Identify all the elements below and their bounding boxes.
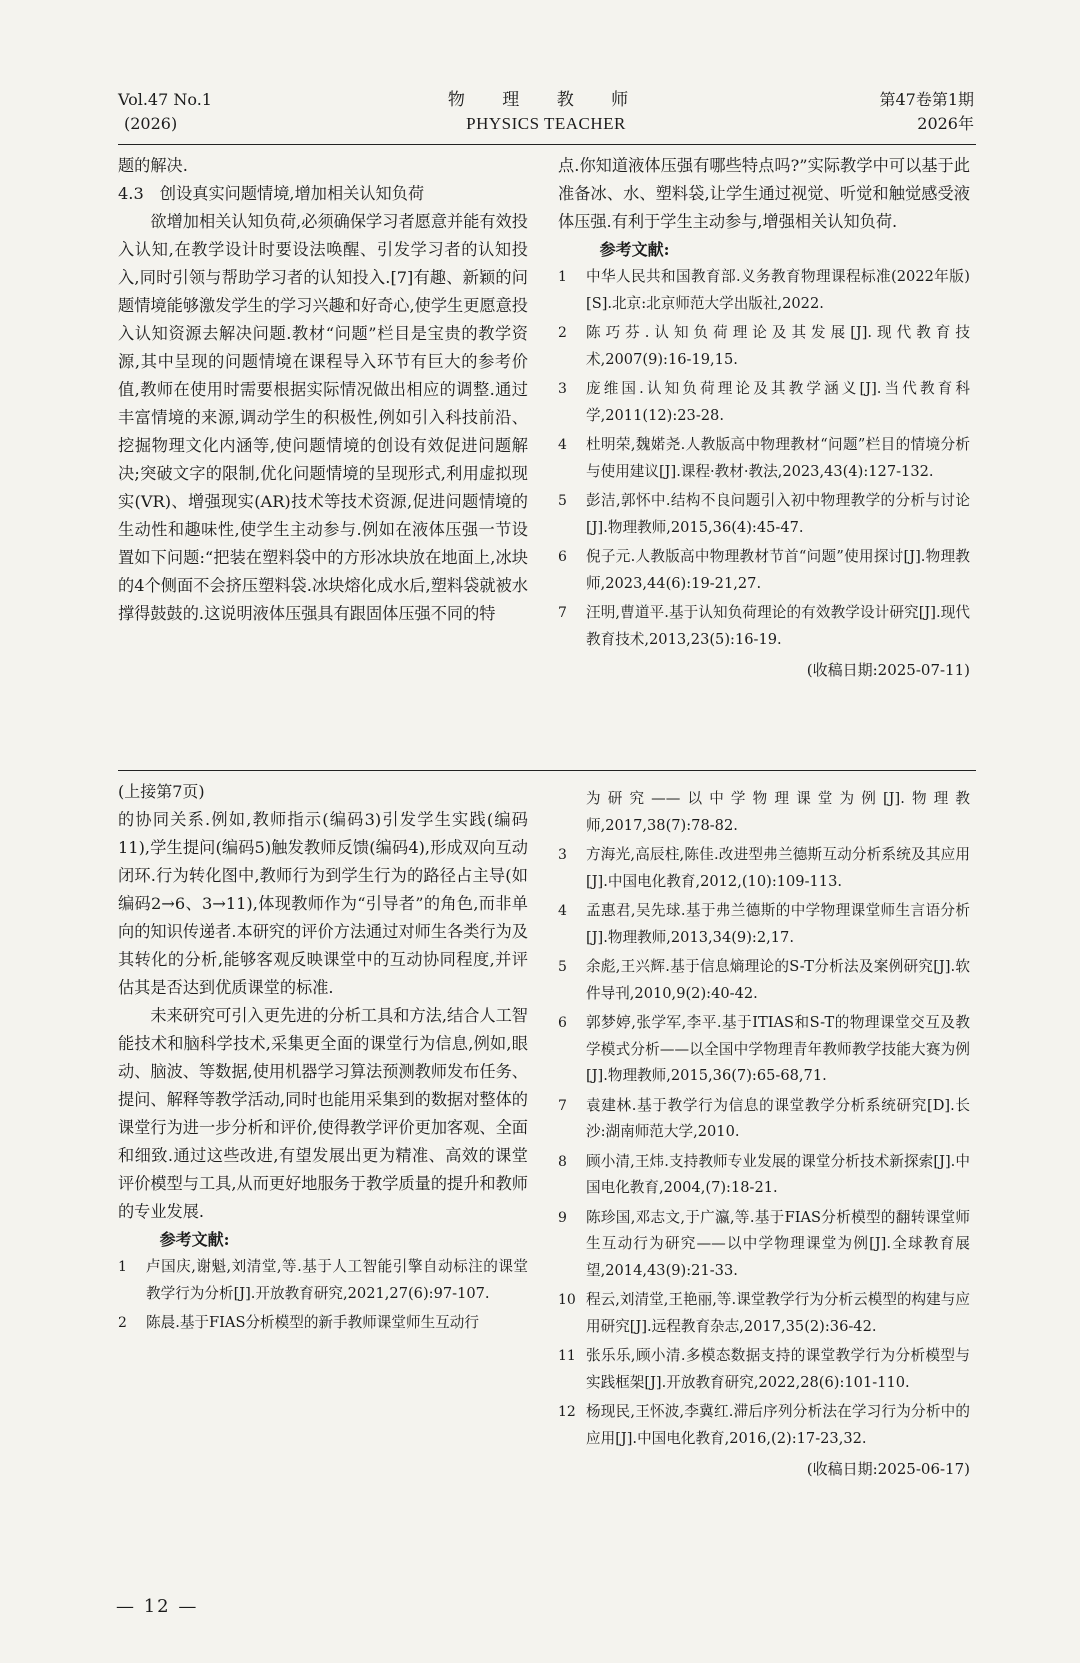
body-paragraph: 的协同关系.例如,教师指示(编码3)引发学生实践(编码11),学生提问(编码5)触发教师反馈(编码4),形成双向互动闭环.行为转化图中,教师行为到学生行为的路径占主导(如编码2→6、3→11),体现教师作为“引导者”的角色,而非单向的知识传递者.本研究的评价方法通过对师生各类行为及其转化的分析,能够客观反映课堂中的互动协同程度,并评估其是否达到优质课堂的标准. [118,810,528,997]
top-right-column [558,152,970,684]
year: (2026) [124,114,178,133]
continued-note: (上接第7页) [118,782,205,801]
reference-item: 4 杜明荣,魏婼尧.人教版高中物理教材“问题”栏目的情境分析与使用建议[J].课程·教材·教法,2023,43(4):127-132. [558,436,970,480]
journal-title-cn: 物 理 教 师 [447,90,645,110]
page-number: — 12 — [116,1596,199,1617]
references-heading: 参考文献: [599,240,670,259]
reference-item: 2 陈晨.基于FIAS分析模型的新手教师课堂师生互动行 [118,1314,479,1331]
bottom-right-column [558,786,970,1483]
body-paragraph: 未来研究可引入更先进的分析工具和方法,结合人工智能技术和脑科学技术,采集更全面的课堂行为信息,例如,眼动、脑波、等数据,使用机器学习算法预测教师发布任务、提问、解释等教学活动,同时也能用采集到的数据对整体的课堂行为进一步分析和评价,使得教学评价更加客观、全面和细致.通过这些改进,有望发展出更为精准、高效的课堂评价模型与工具,从而更好地服务于教学质量的提升和教师的专业发展. [118,1006,528,1221]
reference-continuation: 为研究——以中学物理课堂为例[J].物理教师,2017,38(7):78-82. [586,790,970,834]
reference-item: 7 袁建林.基于教学行为信息的课堂教学分析系统研究[D].长沙:湖南师范大学,2010. [558,1096,970,1140]
body-paragraph: 欲增加相关认知负荷,必须确保学习者愿意并能有效投入认知,在教学设计时要设法唤醒、引发学习者的认知投入,同时引领与帮助学习者的认知投入.[7]有趣、新颖的问题情境能够激发学生的学习兴趣和好奇心,使学生更愿意投入认知资源去解决问题.教材“问题”栏目是宝贵的教学资源,其中呈现的问题情境在课程导入环节有巨大的参考价值,教师在使用时需要根据实际情况做出相应的调整.通过丰富情境的来源,调动学生的积极性,例如引入科技前沿、挖掘物理文化内涵等,使问题情境的创设有效促进问题解决;突破文字的限制,优化问题情境的呈现形式,利用虚拟现实(VR)、增强现实(AR)技术等技术资源,促进问题情境的生动性和趣味性,使学生主动参与.例如在液体压强一节设置如下问题:“把装在塑料袋中的方形冰块放在地面上,冰块的4个侧面不会挤压塑料袋.冰块熔化成水后,塑料袋就被水撑得鼓鼓的.这说明液体压强具有跟固体压强不同的特 [118,212,528,623]
reference-item: 1 中华人民共和国教育部.义务教育物理课程标准(2022年版)[S].北京:北京师范大学出版社,2022. [558,268,970,312]
reference-item: 7 汪明,曹道平.基于认知负荷理论的有效教学设计研究[J].现代教育技术,2013,23(5):16-19. [558,604,970,648]
body-paragraph: 点.你知道液体压强有哪些特点吗?”实际教学中可以基于此准备冰、水、塑料袋,让学生通过视觉、听觉和触觉感受液体压强.有利于学生主动参与,增强相关认知负荷. [558,156,970,231]
top-left-column [118,152,528,628]
reference-item: 2 陈巧芬.认知负荷理论及其发展[J].现代教育技术,2007(9):16-19,15. [558,324,970,368]
running-header [118,88,974,140]
reference-item: 5 彭洁,郭怀中.结构不良问题引入初中物理教学的分析与讨论[J].物理教师,2015,36(4):45-47. [558,492,970,536]
reference-item: 8 顾小清,王炜.支持教师专业发展的课堂分析技术新探索[J].中国电化教育,2004,(7):18-21. [558,1152,970,1196]
year-cn: 2026年 [917,114,974,133]
bottom-left-column [118,778,528,1340]
reference-item: 4 孟惠君,吴先球.基于弗兰德斯的中学物理课堂师生言语分析[J].物理教师,2013,34(9):2,17. [558,902,970,946]
volume-issue: Vol.47 No.1 [118,90,212,109]
header-right [879,88,974,136]
references-list [558,264,970,653]
section-divider [118,770,976,771]
volume-issue-cn: 第47卷第1期 [879,90,974,109]
reference-item: 5 余彪,王兴辉.基于信息熵理论的S-T分析法及案例研究[J].软件导刊,2010,9(2):40-42. [558,958,970,1002]
received-date: (收稿日期:2025-07-11) [806,661,970,679]
references-heading: 参考文献: [159,1230,230,1249]
header-center [118,88,974,136]
reference-item: 9 陈珍国,邓志文,于广瀛,等.基于FIAS分析模型的翻转课堂师生互动行为研究——以中学物理课堂为例[J].全球教育展望,2014,43(9):21-33. [558,1208,970,1279]
reference-item: 6 倪子元.人教版高中物理教材节首“问题”使用探讨[J].物理教师,2023,44(6):19-21,27. [558,548,970,592]
reference-item: 6 郭梦婷,张学军,李平.基于ITIAS和S-T的物理课堂交互及教学模式分析——以全国中学物理青年教师教学技能大赛为例[J].物理教师,2015,36(7):65-68,71. [558,1014,970,1084]
reference-item: 12 杨现民,王怀波,李冀红.滞后序列分析法在学习行为分析中的应用[J].中国电化教育,2016,(2):17-23,32. [558,1403,970,1447]
references-list [558,786,970,1452]
reference-item: 11 张乐乐,顾小清.多模态数据支持的课堂教学行为分析模型与实践框架[J].开放教育研究,2022,28(6):101-110. [558,1347,970,1391]
section-heading: 4.3 创设真实问题情境,增加相关认知负荷 [118,184,425,203]
reference-item: 1 卢国庆,谢魁,刘清堂,等.基于人工智能引擎自动标注的课堂教学行为分析[J].开放教育研究,2021,27(6):97-107. [118,1258,528,1302]
received-date: (收稿日期:2025-06-17) [806,1460,970,1478]
references-list [118,1254,528,1337]
reference-item: 10 程云,刘清堂,王艳丽,等.课堂教学行为分析云模型的构建与应用研究[J].远程教育杂志,2017,35(2):36-42. [558,1291,970,1335]
carry-text: 题的解决. [118,156,188,175]
reference-item: 3 方海光,高辰柱,陈佳.改进型弗兰德斯互动分析系统及其应用[J].中国电化教育,2012,(10):109-113. [558,846,970,890]
journal-title-en: PHYSICS TEACHER [466,114,626,133]
reference-item: 3 庞维国.认知负荷理论及其教学涵义[J].当代教育科学,2011(12):23-28. [558,380,970,424]
header-rule [118,144,976,145]
